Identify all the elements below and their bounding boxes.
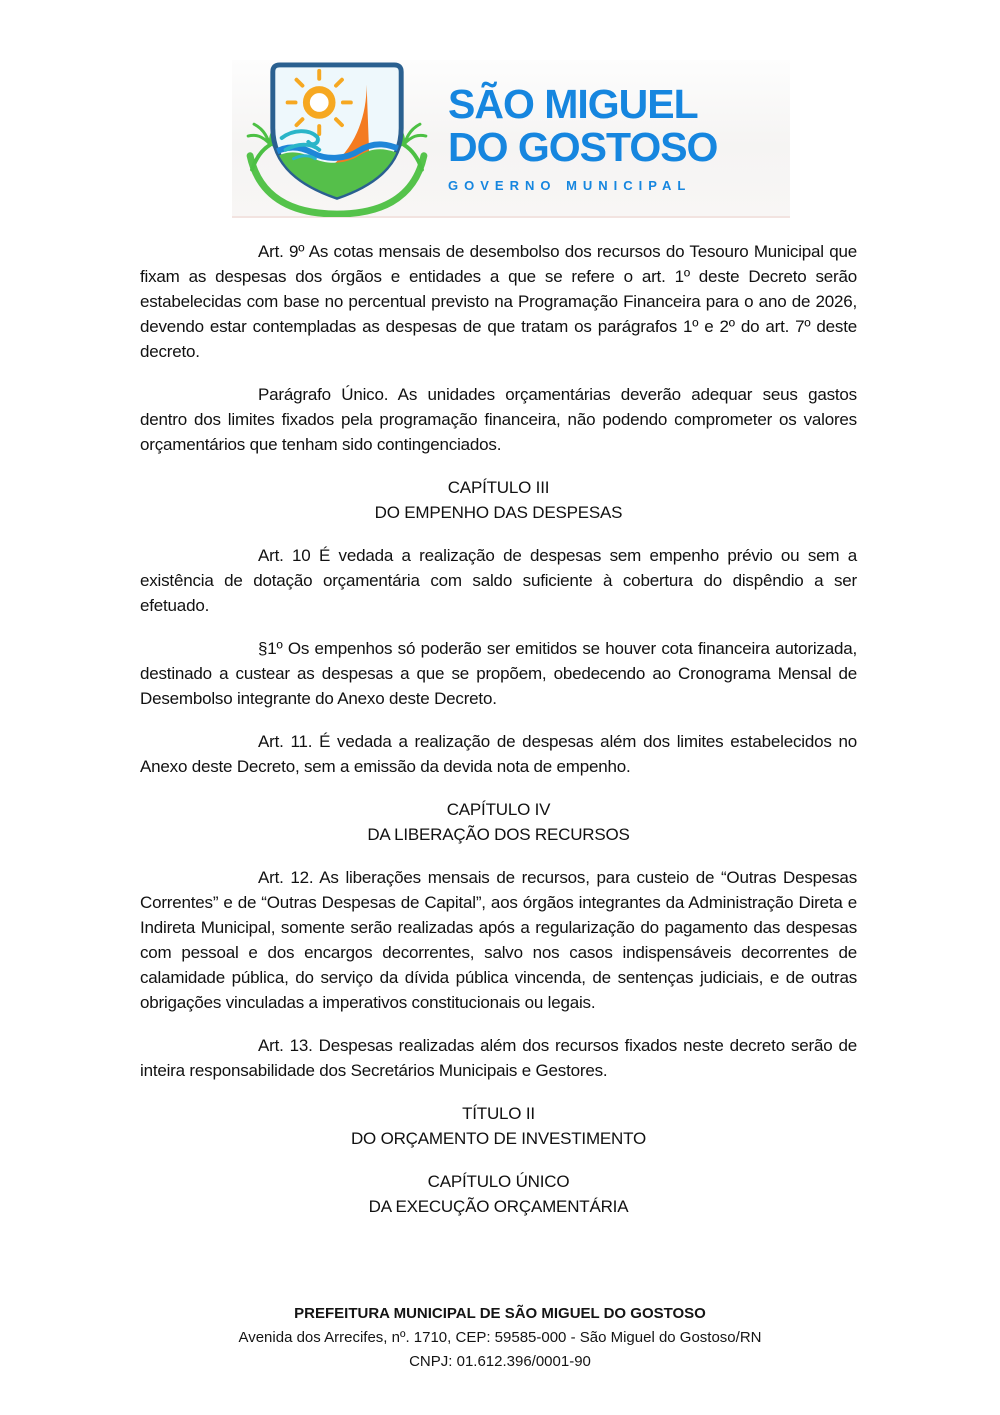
heading-line: DA EXECUÇÃO ORÇAMENTÁRIA — [368, 1197, 629, 1216]
heading-line: CAPÍTULO IV — [446, 800, 551, 819]
logo-subtitle: GOVERNO MUNICIPAL — [448, 178, 692, 193]
heading-line: DO ORÇAMENTO DE INVESTIMENTO — [350, 1129, 647, 1148]
paragraph-art-10: Art. 10 É vedada a realização de despesas sem empenho prévio ou sem a existência de dotação orçamentária com saldo suficiente à cobertura do dispêndio a ser efetuado. — [140, 546, 857, 615]
document-footer — [0, 1302, 1000, 1374]
heading-capitulo-unico — [140, 1169, 857, 1219]
heading-capitulo-iv — [140, 797, 857, 847]
paragraph-art-13: Art. 13. Despesas realizadas além dos recursos fixados neste decreto serão de inteira responsabilidade dos Secretários Municipais e Gestores. — [140, 1036, 857, 1080]
logo-title-line1: SÃO MIGUEL — [448, 81, 698, 127]
heading-line: CAPÍTULO III — [447, 478, 550, 497]
paragraph-paragrafo-unico: Parágrafo Único. As unidades orçamentárias deverão adequar seus gastos dentro dos limites fixados pela programação financeira, não podendo comprometer os valores orçamentários que tenham sido contingenciados. — [140, 385, 857, 454]
logo-wordmark — [442, 83, 790, 193]
heading-capitulo-iii — [140, 475, 857, 525]
paragraph-art-12: Art. 12. As liberações mensais de recursos, para custeio de “Outras Despesas Correntes” e de “Outras Despesas de Capital”, aos órgãos integrantes da Administração Direta e Indireta Municipal, somente serão realizadas após a regularização do pagamento das despesas com pessoal e dos encargos decorrentes, salvo nos casos indispensáveis decorrentes de calamidade pública, do serviço da dívida pública vincenda, de sentenças judiciais, e de outras obrigações vinculadas a imperativos constitucionais ou legais. — [140, 868, 857, 1012]
heading-line: TÍTULO II — [462, 1104, 535, 1123]
paragraph-art-9: Art. 9º As cotas mensais de desembolso dos recursos do Tesouro Municipal que fixam as despesas dos órgãos e entidades a que se refere o art. 1º deste Decreto serão estabelecidas com base no percentual previsto na Programação Financeira para o ano de 2026, devendo estar contempladas as despesas de que tratam os parágrafos 1º e 2º do art. 7º deste decreto. — [140, 242, 857, 361]
footer-cnpj: CNPJ: 01.612.396/0001-90 — [409, 1353, 591, 1370]
municipal-crest-icon — [232, 59, 442, 217]
heading-line: DA LIBERAÇÃO DOS RECURSOS — [367, 825, 630, 844]
sun-icon — [288, 71, 351, 134]
footer-prefeitura-name: PREFEITURA MUNICIPAL DE SÃO MIGUEL DO GOSTOSO — [294, 1305, 706, 1322]
municipal-letterhead — [232, 60, 790, 218]
document-body — [140, 239, 857, 1237]
paragraph-par-1: §1º Os empenhos só poderão ser emitidos se houver cota financeira autorizada, destinado a custear as despesas a que se propõem, obedecendo ao Cronograma Mensal de Desembolso integrante do Anexo deste Decreto. — [140, 639, 857, 708]
logo-title-line2: DO GOSTOSO — [448, 124, 718, 170]
footer-address: Avenida dos Arrecifes, nº. 1710, CEP: 59585-000 - São Miguel do Gostoso/RN — [238, 1329, 762, 1346]
heading-line: CAPÍTULO ÚNICO — [427, 1172, 570, 1191]
heading-line: DO EMPENHO DAS DESPESAS — [374, 503, 623, 522]
heading-titulo-ii — [140, 1101, 857, 1151]
paragraph-art-11: Art. 11. É vedada a realização de despesas além dos limites estabelecidos no Anexo deste Decreto, sem a emissão da devida nota de empenho. — [140, 732, 857, 776]
